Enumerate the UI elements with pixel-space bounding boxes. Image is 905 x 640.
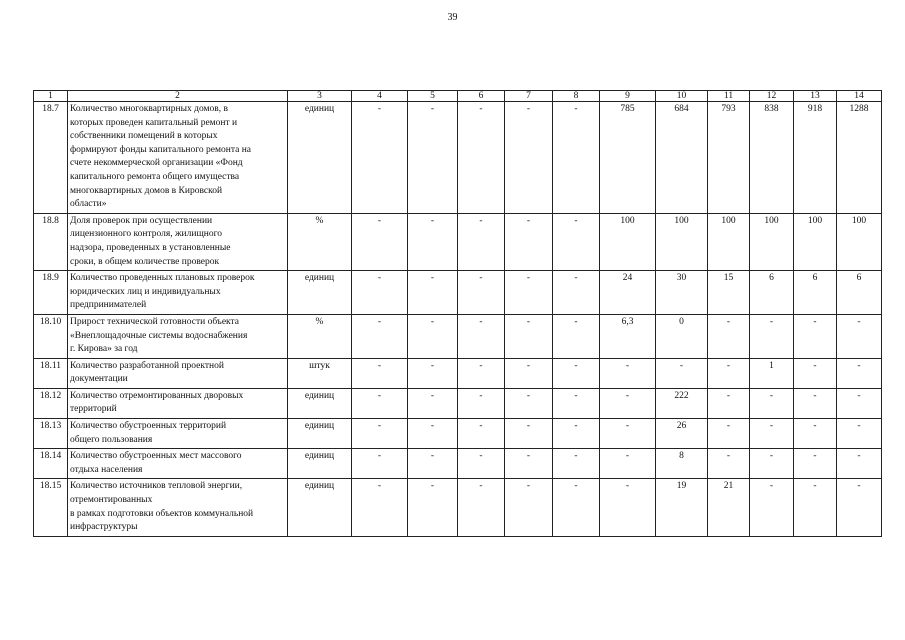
value-cell: - bbox=[553, 102, 600, 214]
indicator-name bbox=[68, 479, 288, 536]
indicator-name-line: общего пользования bbox=[70, 434, 153, 445]
indicator-name-line: Количество проведенных плановых проверок bbox=[70, 273, 255, 284]
value-cell: - bbox=[708, 358, 750, 388]
value-cell: 0 bbox=[656, 314, 708, 358]
value-cell: - bbox=[553, 358, 600, 388]
value-cell: - bbox=[794, 314, 837, 358]
indicator-name-line: многоквартирных домов в Кировской bbox=[70, 185, 223, 196]
value-cell: - bbox=[656, 358, 708, 388]
indicator-name-line: Количество многоквартирных домов, в bbox=[70, 104, 228, 114]
indicator-name-line: капитального ремонта общего имущества bbox=[70, 171, 240, 182]
column-header: 10 bbox=[656, 91, 708, 102]
indicator-name bbox=[68, 449, 288, 479]
indicator-name bbox=[68, 358, 288, 388]
value-cell: - bbox=[458, 271, 505, 315]
value-cell: - bbox=[505, 102, 553, 214]
table-row bbox=[34, 419, 882, 449]
value-cell: - bbox=[600, 358, 656, 388]
indicator-name-line: собственники помещений в которых bbox=[70, 131, 218, 142]
value-cell: 838 bbox=[750, 102, 794, 214]
value-cell: - bbox=[600, 449, 656, 479]
indicator-name-line: инфраструктуры bbox=[70, 522, 138, 533]
indicator-name-line: Количество разработанной проектной bbox=[70, 360, 224, 371]
value-cell: - bbox=[352, 213, 408, 270]
indicator-name-line: отремонтированных bbox=[70, 495, 153, 506]
unit-cell: % bbox=[288, 314, 352, 358]
column-header: 11 bbox=[708, 91, 750, 102]
value-cell: 21 bbox=[708, 479, 750, 536]
row-number: 18.8 bbox=[34, 213, 68, 270]
table-row bbox=[34, 358, 882, 388]
column-header: 5 bbox=[408, 91, 458, 102]
column-header: 8 bbox=[553, 91, 600, 102]
indicator-name-line: Прирост технической готовности объекта bbox=[70, 316, 240, 327]
value-cell: 1 bbox=[750, 358, 794, 388]
value-cell: - bbox=[458, 102, 505, 214]
table-row bbox=[34, 314, 882, 358]
indicator-name-line: счете некоммерческой организации «Фонд bbox=[70, 158, 243, 169]
table-row bbox=[34, 449, 882, 479]
value-cell: - bbox=[837, 479, 882, 536]
value-cell: - bbox=[837, 449, 882, 479]
value-cell: 684 bbox=[656, 102, 708, 214]
value-cell: 6 bbox=[750, 271, 794, 315]
value-cell: - bbox=[553, 388, 600, 418]
value-cell: 100 bbox=[600, 213, 656, 270]
value-cell: - bbox=[408, 449, 458, 479]
value-cell: - bbox=[750, 449, 794, 479]
row-number: 18.9 bbox=[34, 271, 68, 315]
value-cell: - bbox=[794, 358, 837, 388]
value-cell: 19 bbox=[656, 479, 708, 536]
value-cell: 8 bbox=[656, 449, 708, 479]
page-number: 39 bbox=[447, 12, 458, 23]
value-cell: - bbox=[794, 419, 837, 449]
row-number: 18.10 bbox=[34, 314, 68, 358]
value-cell: - bbox=[352, 388, 408, 418]
value-cell: 100 bbox=[708, 213, 750, 270]
value-cell: - bbox=[408, 358, 458, 388]
value-cell: - bbox=[505, 213, 553, 270]
value-cell: - bbox=[352, 419, 408, 449]
row-number: 18.13 bbox=[34, 419, 68, 449]
indicator-name-line: г. Кирова» за год bbox=[70, 344, 138, 355]
header-row bbox=[34, 91, 882, 102]
value-cell: - bbox=[708, 314, 750, 358]
value-cell: - bbox=[794, 388, 837, 418]
indicator-name-line: территорий bbox=[70, 404, 117, 415]
value-cell: - bbox=[352, 479, 408, 536]
unit-cell: единиц bbox=[288, 271, 352, 315]
indicator-name-line: Количество источников тепловой энергии, bbox=[70, 481, 243, 492]
column-header: 6 bbox=[458, 91, 505, 102]
unit-cell: единиц bbox=[288, 102, 352, 214]
indicator-name-line: сроки, в общем количестве проверок bbox=[70, 256, 220, 267]
value-cell: 24 bbox=[600, 271, 656, 315]
row-number: 18.11 bbox=[34, 358, 68, 388]
value-cell: - bbox=[750, 388, 794, 418]
row-number: 18.15 bbox=[34, 479, 68, 536]
value-cell: - bbox=[458, 314, 505, 358]
value-cell: - bbox=[750, 479, 794, 536]
value-cell: - bbox=[837, 314, 882, 358]
indicator-name bbox=[68, 102, 288, 214]
value-cell: - bbox=[750, 314, 794, 358]
indicator-name-line: Количество обустроенных территорий bbox=[70, 421, 227, 432]
value-cell: 6 bbox=[837, 271, 882, 315]
value-cell: - bbox=[794, 449, 837, 479]
indicator-name-line: Доля проверок при осуществлении bbox=[70, 215, 213, 226]
unit-cell: штук bbox=[288, 358, 352, 388]
value-cell: - bbox=[352, 449, 408, 479]
value-cell: - bbox=[505, 479, 553, 536]
value-cell: - bbox=[408, 479, 458, 536]
indicator-name bbox=[68, 388, 288, 418]
column-header: 4 bbox=[352, 91, 408, 102]
value-cell: 100 bbox=[794, 213, 837, 270]
indicator-name-line: отдыха населения bbox=[70, 464, 143, 475]
unit-cell: единиц bbox=[288, 388, 352, 418]
value-cell: 918 bbox=[794, 102, 837, 214]
value-cell: - bbox=[553, 479, 600, 536]
column-header: 7 bbox=[505, 91, 553, 102]
value-cell: - bbox=[600, 388, 656, 418]
value-cell: - bbox=[408, 419, 458, 449]
indicator-name-line: предпринимателей bbox=[70, 300, 147, 311]
value-cell: 15 bbox=[708, 271, 750, 315]
value-cell: - bbox=[708, 449, 750, 479]
value-cell: - bbox=[458, 449, 505, 479]
table-row bbox=[34, 102, 882, 214]
value-cell: 1288 bbox=[837, 102, 882, 214]
row-number: 18.14 bbox=[34, 449, 68, 479]
indicators-table bbox=[33, 90, 882, 537]
indicator-name-line: в рамках подготовки объектов коммунальной bbox=[70, 508, 254, 519]
value-cell: - bbox=[505, 419, 553, 449]
column-header: 2 bbox=[68, 91, 288, 102]
table-row bbox=[34, 479, 882, 536]
indicator-name-line: лицензионного контроля, жилищного bbox=[70, 229, 222, 240]
value-cell: - bbox=[505, 314, 553, 358]
indicator-name-line: области» bbox=[70, 199, 107, 210]
unit-cell: единиц bbox=[288, 419, 352, 449]
column-header: 1 bbox=[34, 91, 68, 102]
value-cell: 785 bbox=[600, 102, 656, 214]
value-cell: - bbox=[553, 271, 600, 315]
value-cell: - bbox=[708, 388, 750, 418]
value-cell: - bbox=[553, 449, 600, 479]
indicator-name-line: юридических лиц и индивидуальных bbox=[70, 286, 221, 297]
column-header: 14 bbox=[837, 91, 882, 102]
table-row bbox=[34, 271, 882, 315]
table-body bbox=[34, 91, 882, 537]
value-cell: - bbox=[837, 388, 882, 418]
value-cell: - bbox=[458, 388, 505, 418]
value-cell: - bbox=[750, 419, 794, 449]
value-cell: - bbox=[408, 213, 458, 270]
value-cell: 26 bbox=[656, 419, 708, 449]
indicator-name-line: Количество отремонтированных дворовых bbox=[70, 390, 244, 401]
indicator-name-line: Количество обустроенных мест массового bbox=[70, 451, 242, 462]
value-cell: - bbox=[352, 358, 408, 388]
value-cell: 30 bbox=[656, 271, 708, 315]
value-cell: - bbox=[600, 419, 656, 449]
value-cell: - bbox=[837, 358, 882, 388]
column-header: 13 bbox=[794, 91, 837, 102]
value-cell: - bbox=[505, 358, 553, 388]
unit-cell: % bbox=[288, 213, 352, 270]
value-cell: - bbox=[408, 388, 458, 418]
indicator-name bbox=[68, 271, 288, 315]
value-cell: - bbox=[458, 419, 505, 449]
value-cell: 222 bbox=[656, 388, 708, 418]
value-cell: - bbox=[458, 213, 505, 270]
value-cell: 6 bbox=[794, 271, 837, 315]
indicator-name-line: документации bbox=[70, 374, 128, 385]
indicator-name bbox=[68, 213, 288, 270]
indicator-name bbox=[68, 419, 288, 449]
value-cell: - bbox=[837, 419, 882, 449]
value-cell: 100 bbox=[837, 213, 882, 270]
value-cell: - bbox=[408, 314, 458, 358]
row-number: 18.12 bbox=[34, 388, 68, 418]
value-cell: - bbox=[553, 213, 600, 270]
value-cell: 793 bbox=[708, 102, 750, 214]
indicator-name-line: «Внеплощадочные системы водоснабжения bbox=[70, 330, 248, 341]
value-cell: - bbox=[505, 388, 553, 418]
table-row bbox=[34, 388, 882, 418]
column-header: 3 bbox=[288, 91, 352, 102]
value-cell: - bbox=[708, 419, 750, 449]
value-cell: - bbox=[505, 271, 553, 315]
value-cell: - bbox=[408, 102, 458, 214]
column-header: 12 bbox=[750, 91, 794, 102]
indicator-name bbox=[68, 314, 288, 358]
value-cell: - bbox=[458, 358, 505, 388]
value-cell: - bbox=[553, 314, 600, 358]
value-cell: - bbox=[408, 271, 458, 315]
value-cell: - bbox=[794, 479, 837, 536]
value-cell: - bbox=[352, 102, 408, 214]
indicator-name-line: надзора, проведенных в установленные bbox=[70, 242, 231, 253]
value-cell: - bbox=[352, 314, 408, 358]
value-cell: 6,3 bbox=[600, 314, 656, 358]
value-cell: 100 bbox=[750, 213, 794, 270]
value-cell: 100 bbox=[656, 213, 708, 270]
unit-cell: единиц bbox=[288, 449, 352, 479]
indicator-name-line: формируют фонды капитального ремонта на bbox=[70, 144, 252, 155]
column-header: 9 bbox=[600, 91, 656, 102]
row-number: 18.7 bbox=[34, 102, 68, 214]
value-cell: - bbox=[352, 271, 408, 315]
indicator-name-line: которых проведен капитальный ремонт и bbox=[70, 117, 238, 128]
unit-cell: единиц bbox=[288, 479, 352, 536]
value-cell: - bbox=[600, 479, 656, 536]
value-cell: - bbox=[553, 419, 600, 449]
table-row bbox=[34, 213, 882, 270]
value-cell: - bbox=[458, 479, 505, 536]
value-cell: - bbox=[505, 449, 553, 479]
